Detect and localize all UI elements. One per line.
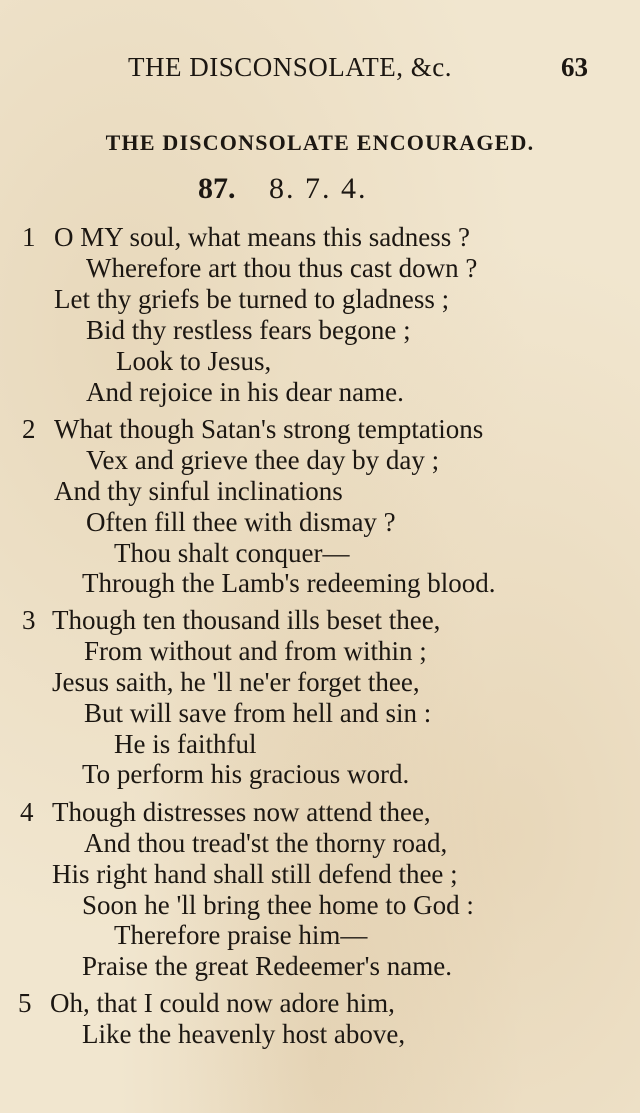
verse-line: And thy sinful inclinations	[54, 476, 343, 506]
verse-line: What though Satan's strong temptations	[54, 414, 484, 444]
verse-line: And rejoice in his dear name.	[86, 377, 404, 407]
verse-line: And thou tread'st the thorny road,	[84, 828, 448, 858]
verse-line: Jesus saith, he 'll ne'er forget thee,	[52, 667, 420, 697]
verse-line: His right hand shall still defend thee ;	[52, 859, 458, 889]
verse-line: Look to Jesus,	[116, 346, 272, 376]
hymn-meter: 8. 7. 4.	[269, 172, 368, 205]
verse-line: Through the Lamb's redeeming blood.	[82, 568, 496, 598]
verse-line: Praise the great Redeemer's name.	[82, 951, 452, 981]
verse-line: To perform his gracious word.	[82, 759, 410, 789]
verse-line: Bid thy restless fears begone ;	[86, 315, 411, 345]
hymn-title: THE DISCONSOLATE ENCOURAGED.	[105, 130, 535, 155]
verse-line: He is faithful	[114, 729, 257, 759]
stanza-number: 2	[22, 414, 36, 444]
verse-line: Soon he 'll bring thee home to God :	[82, 890, 474, 920]
stanza-number: 3	[22, 605, 36, 635]
page-number: 63	[561, 52, 588, 82]
running-head	[0, 52, 640, 88]
verse-line: From without and from within ;	[84, 636, 427, 666]
verse-line: Vex and grieve thee day by day ;	[86, 445, 440, 475]
verse-line: Let thy griefs be turned to gladness ;	[54, 284, 450, 314]
verse-line: Though ten thousand ills beset thee,	[52, 605, 441, 635]
hymn-number: 87.	[198, 172, 236, 205]
verse-line: Wherefore art thou thus cast down ?	[86, 253, 478, 283]
verse-line: Therefore praise him—	[114, 920, 368, 950]
verse-line: Though distresses now attend thee,	[52, 797, 431, 827]
stanza-number: 5	[18, 988, 32, 1018]
stanza-number: 1	[22, 222, 36, 252]
stanza-number: 4	[20, 797, 34, 827]
verse-line: O MY soul, what means this sadness ?	[54, 222, 470, 252]
verse-line: But will save from hell and sin :	[84, 698, 432, 728]
hymn-meta	[198, 172, 368, 206]
verse-line: Like the heavenly host above,	[82, 1019, 406, 1049]
running-title: THE DISCONSOLATE, &c.	[128, 52, 452, 82]
verse-line: Oh, that I could now adore him,	[50, 988, 395, 1018]
verse-line: Thou shalt conquer—	[114, 538, 350, 568]
verse-line: Often fill thee with dismay ?	[86, 507, 396, 537]
